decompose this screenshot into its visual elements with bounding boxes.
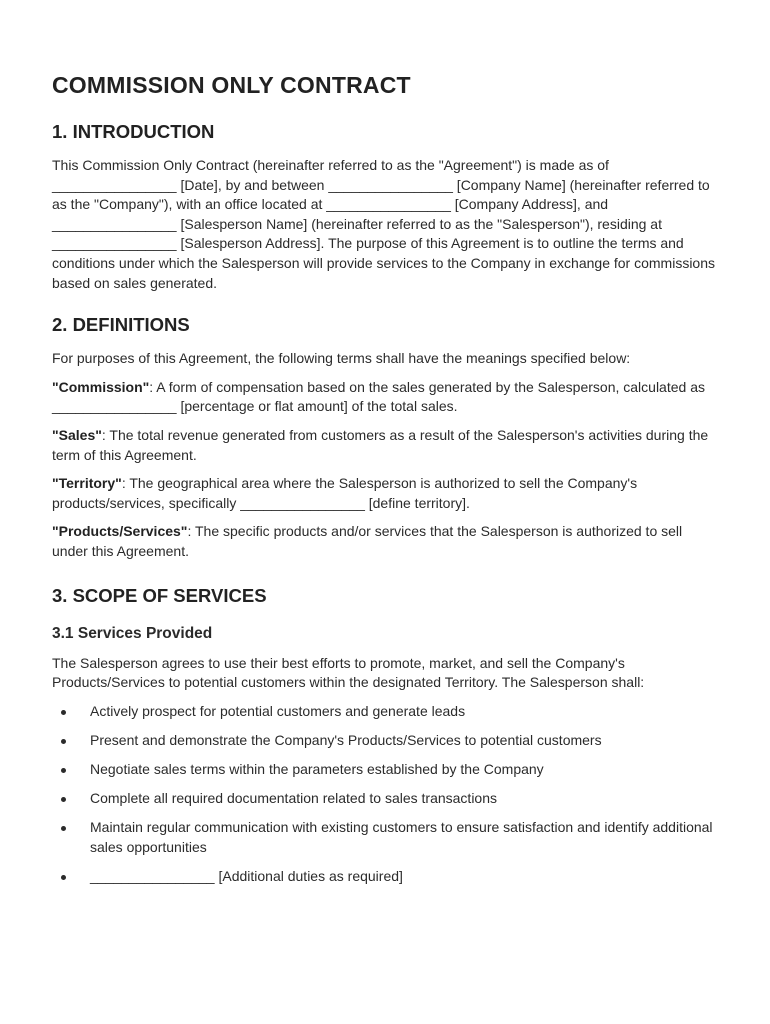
- definition-text: : The geographical area where the Salesperson is authorized to sell the Company's products/services, specifically ________________ [define territory].: [52, 475, 638, 511]
- list-item: [52, 702, 718, 722]
- list-item-text: Complete all required documentation related to sales transactions: [90, 790, 498, 807]
- list-item-text: Negotiate sales terms within the parameters established by the Company: [90, 761, 544, 778]
- list-item-text: ________________ [Additional duties as required]: [90, 868, 403, 885]
- definition-text: : A form of compensation based on the sales generated by the Salesperson, calculated as ________________ [percentage or flat amount] of the total sales.: [52, 378, 705, 415]
- services-provided-subheading: 3.1 Services Provided: [52, 624, 213, 642]
- definitions-intro: For purposes of this Agreement, the following terms shall have the meanings specified below:: [52, 350, 631, 367]
- definition-text: : The specific products and/or services that the Salesperson is authorized to sell under this Agreement.: [52, 523, 683, 559]
- duties-list: [52, 702, 718, 887]
- definition-term: "Sales": [52, 426, 102, 443]
- list-item: [52, 731, 718, 751]
- bullet-icon: [61, 826, 66, 831]
- definition-commission: [52, 378, 718, 417]
- definition-term: "Territory": [52, 475, 122, 492]
- section-introduction: [52, 120, 718, 293]
- bullet-icon: [61, 875, 66, 880]
- list-item-text: Maintain regular communication with existing customers to ensure satisfaction and identify additional sales opportunities: [90, 819, 713, 856]
- list-item: [52, 867, 718, 887]
- introduction-paragraph: This Commission Only Contract (hereinafter referred to as the "Agreement") is made as of ________________ [Date], by and between ________________ [Company Name] (hereinafter referred to as the "Company"), with an office located at ________________ [Company Address], and ________________ [Salesperson Name] (hereinafter referred to as the "Salesperson"), residing at ________________ [Salesperson Address]. The purpose of this Agreement is to outline the terms and conditions under which the Salesperson will provide services to the Company in exchange for commissions based on sales generated.: [52, 157, 715, 291]
- document-title: COMMISSION ONLY CONTRACT: [52, 72, 411, 98]
- definition-sales: [52, 426, 718, 465]
- bullet-icon: [61, 797, 66, 802]
- definition-term: "Commission": [52, 378, 150, 395]
- bullet-icon: [61, 739, 66, 744]
- list-item-text: Actively prospect for potential customers and generate leads: [90, 702, 466, 719]
- list-item: [52, 818, 718, 857]
- scope-heading: 3. SCOPE OF SERVICES: [52, 584, 267, 606]
- definition-territory: [52, 474, 718, 513]
- services-provided-paragraph: The Salesperson agrees to use their best efforts to promote, market, and sell the Company's Products/Services to potential customers within the designated Territory. The Salesperson shall:: [52, 654, 645, 691]
- list-item-text: Present and demonstrate the Company's Products/Services to potential customers: [90, 731, 602, 748]
- bullet-icon: [61, 768, 66, 773]
- section-definitions: [52, 313, 718, 561]
- bullet-icon: [61, 710, 66, 715]
- definition-products-services: [52, 522, 718, 561]
- section-scope-of-services: [52, 584, 718, 887]
- definition-text: : The total revenue generated from customers as a result of the Salesperson's activities during the term of this Agreement.: [52, 426, 709, 463]
- definition-term: "Products/Services": [52, 523, 188, 540]
- introduction-heading: 1. INTRODUCTION: [52, 121, 215, 142]
- list-item: [52, 789, 718, 809]
- list-item: [52, 760, 718, 780]
- definitions-heading: 2. DEFINITIONS: [52, 314, 190, 336]
